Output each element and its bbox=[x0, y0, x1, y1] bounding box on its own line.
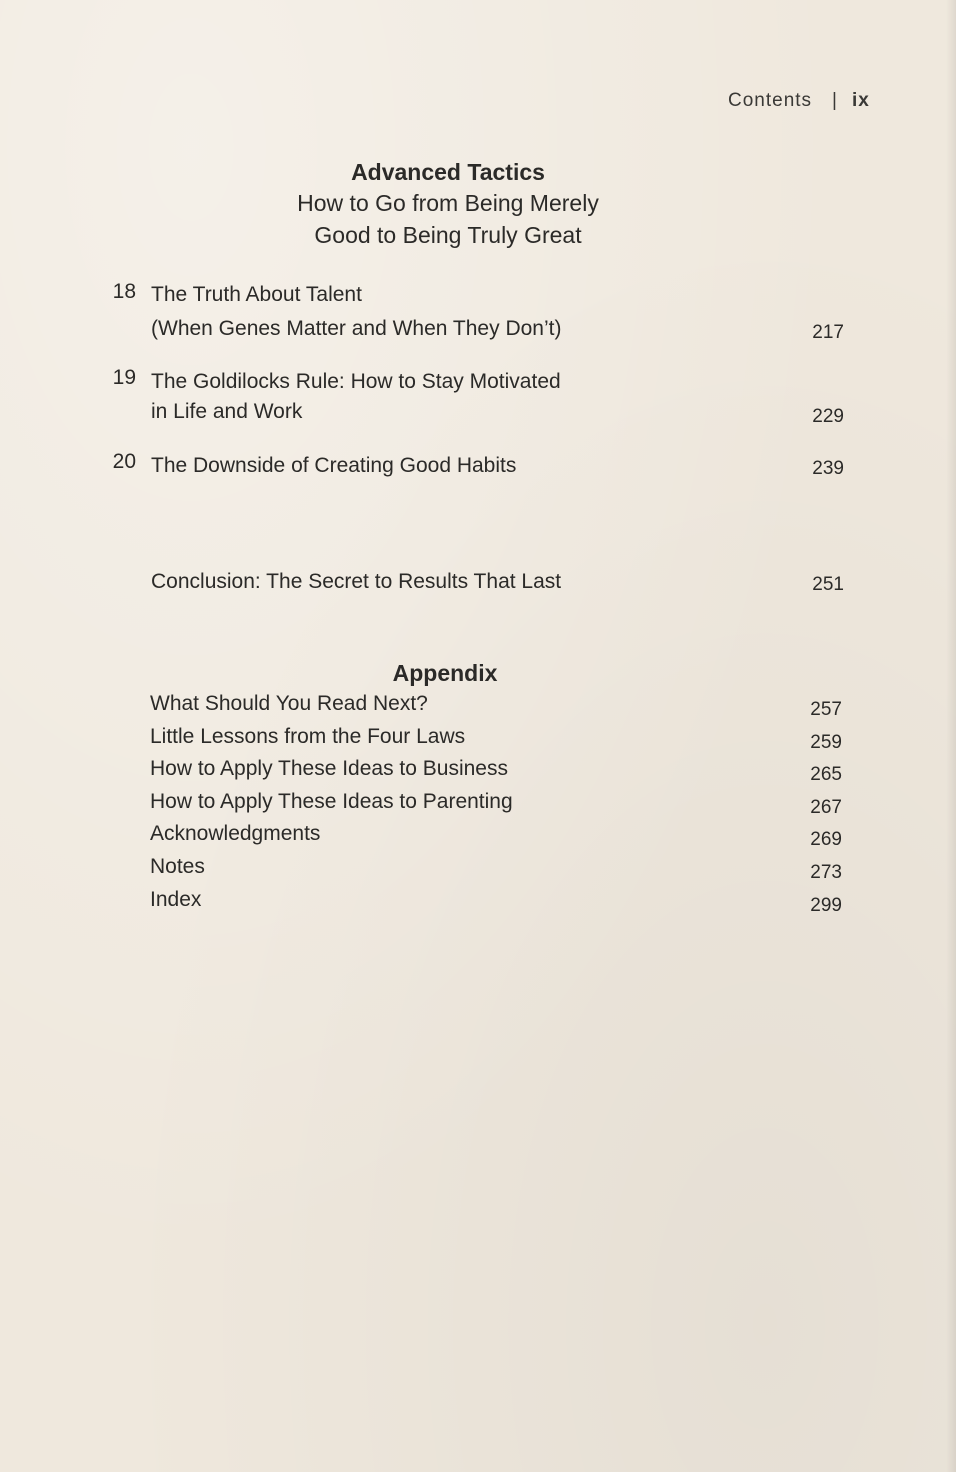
appendix-item-page: 257 bbox=[810, 699, 842, 720]
appendix-item[interactable] bbox=[0, 723, 956, 756]
toc-entry-chapter-20[interactable] bbox=[0, 450, 956, 484]
chapter-page-number: 217 bbox=[812, 322, 844, 343]
chapter-page-number: 239 bbox=[812, 458, 844, 479]
appendix-item-title: How to Apply These Ideas to Business bbox=[150, 757, 508, 781]
toc-entry-chapter-18[interactable] bbox=[0, 280, 956, 350]
part-subtitle-line-2: Good to Being Truly Great bbox=[314, 222, 582, 248]
appendix-item[interactable] bbox=[0, 853, 956, 886]
toc-entry-conclusion[interactable] bbox=[0, 566, 956, 600]
appendix-item-title: What Should You Read Next? bbox=[150, 692, 428, 715]
chapter-title-line-2: (When Genes Matter and When They Don’t) bbox=[151, 317, 562, 340]
appendix-item-title: Notes bbox=[150, 854, 205, 878]
part-subtitle-line-1: How to Go from Being Merely bbox=[297, 190, 599, 216]
running-head bbox=[728, 90, 870, 112]
chapter-number: 20 bbox=[112, 450, 136, 473]
page-number: ix bbox=[851, 90, 870, 111]
appendix-item-title: Acknowledgments bbox=[150, 822, 321, 846]
running-head-label: Contents bbox=[728, 90, 813, 111]
chapter-title-line-1: The Goldilocks Rule: How to Stay Motivated bbox=[151, 370, 561, 393]
appendix-item-page: 273 bbox=[810, 861, 842, 883]
chapter-title-line-1: The Truth About Talent bbox=[151, 283, 362, 306]
running-head-separator: | bbox=[832, 90, 838, 111]
appendix-item-title: Little Lessons from the Four Laws bbox=[150, 724, 466, 748]
appendix-list bbox=[0, 690, 956, 918]
appendix-item[interactable] bbox=[0, 755, 956, 788]
conclusion-page-number: 251 bbox=[812, 574, 844, 595]
conclusion-title: Conclusion: The Secret to Results That Last bbox=[151, 570, 562, 593]
appendix-item-title: How to Apply These Ideas to Parenting bbox=[150, 789, 513, 813]
part-title: Advanced Tactics bbox=[351, 159, 545, 185]
appendix-item[interactable] bbox=[0, 690, 956, 723]
appendix-item[interactable] bbox=[0, 788, 956, 821]
appendix-item-page: 299 bbox=[810, 894, 842, 916]
toc-entry-chapter-19[interactable] bbox=[0, 366, 956, 430]
chapter-title-line-1: The Downside of Creating Good Habits bbox=[151, 454, 517, 477]
chapter-page-number: 229 bbox=[812, 406, 844, 427]
appendix-heading: Appendix bbox=[392, 660, 498, 686]
appendix-item[interactable] bbox=[0, 886, 956, 919]
chapter-number: 19 bbox=[112, 366, 136, 389]
appendix-item-page: 267 bbox=[810, 796, 842, 818]
part-heading bbox=[240, 158, 656, 250]
chapter-number: 18 bbox=[112, 280, 136, 303]
appendix-item-page: 265 bbox=[810, 764, 842, 786]
chapter-title-line-2: in Life and Work bbox=[151, 400, 303, 423]
appendix-item-title: Index bbox=[150, 887, 202, 911]
appendix-item[interactable] bbox=[0, 820, 956, 853]
appendix-item-page: 269 bbox=[810, 829, 842, 851]
appendix-item-page: 259 bbox=[810, 731, 842, 753]
